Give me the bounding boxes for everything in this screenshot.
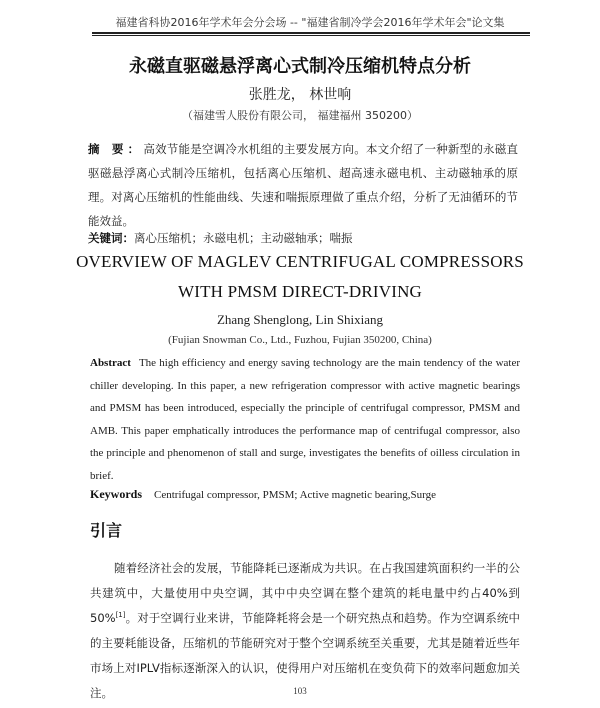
keywords-en (90, 487, 520, 502)
abstract-zh-text: 高效节能是空调冷水机组的主要发展方向。本文介绍了一种新型的永磁直驱磁悬浮离心式制冷压缩机，包括离心压缩机、超高速永磁电机、主动磁轴承的原理。对离心压缩机的性能曲线、失速和喘振原理做了重点介绍，分析了无油循环的节能效益。 (88, 142, 518, 228)
abstract-en-label: Abstract (90, 357, 131, 369)
header-rule (92, 32, 530, 34)
section-heading-introduction: 引言 (90, 521, 123, 540)
keywords-zh-text: 离心压缩机；永磁电机；主动磁轴承；喘振 (134, 231, 353, 245)
header-rule-secondary (92, 35, 530, 36)
abstract-en-text: The high efficiency and energy saving technology are the main tendency of the water chiller developing. In this paper, a new refrigeration compressor with active magnetic bearings and PMSM has been introduced, especially the principle of centrifugal compressor, PMSM and AMB. This paper emphatically introduces the performance map of centrifugal compressor, also the principle and phenomenon of stall and surge, investigates the benefits of oilless circulation in brief. (90, 357, 520, 482)
citation-ref[interactable]: [1] (115, 611, 126, 620)
intro-text-part1: 随着经济社会的发展，节能降耗已逐渐成为共识。在占我国建筑面积约一半的公共建筑中，大量使用中央空调，其中中央空调在整个建筑的耗电量中约占40%到50% (90, 561, 520, 625)
intro-text-part2: 。对于空调行业来讲，节能降耗将会是一个研究热点和趋势。作为空调系统中的主要耗能设备，压缩机的节能研究对于整个空调系统至关重要，尤其是随着近些年市场上对IPLV指标逐渐深入的认识，使得用户对压缩机在变负荷下的效率问题愈加关注。 (90, 611, 520, 700)
abstract-zh-label: 摘 要： (88, 142, 144, 156)
paper-title-en-line2: WITH PMSM DIRECT-DRIVING (177, 282, 423, 301)
paper-title-zh: 永磁直驱磁悬浮离心式制冷压缩机特点分析 (129, 56, 471, 77)
keywords-zh-label: 关键词： (88, 231, 134, 245)
affiliation-en: (Fujian Snowman Co., Ltd., Fuzhou, Fujian 350200, China) (168, 334, 432, 346)
paper-title-en-line1: OVERVIEW OF MAGLEV CENTRIFUGAL COMPRESSORS (76, 252, 524, 271)
affiliation-zh: （福建雪人股份有限公司， 福建福州 350200） (182, 109, 418, 122)
keywords-en-text: Centrifugal compressor, PMSM; Active magnetic bearing,Surge (154, 489, 436, 501)
abstract-en (90, 352, 520, 487)
intro-paragraph (90, 556, 520, 706)
running-header: 福建省科协2016年学术年会分会场 -- "福建省制冷学会2016年学术年会"论文集 (115, 16, 505, 29)
keywords-en-label: Keywords (90, 487, 142, 501)
authors-zh: 张胜龙， 林世响 (248, 87, 352, 103)
abstract-zh (88, 137, 518, 233)
keywords-zh (88, 230, 518, 246)
authors-en: Zhang Shenglong, Lin Shixiang (216, 312, 384, 327)
page-number: 103 (293, 686, 307, 696)
